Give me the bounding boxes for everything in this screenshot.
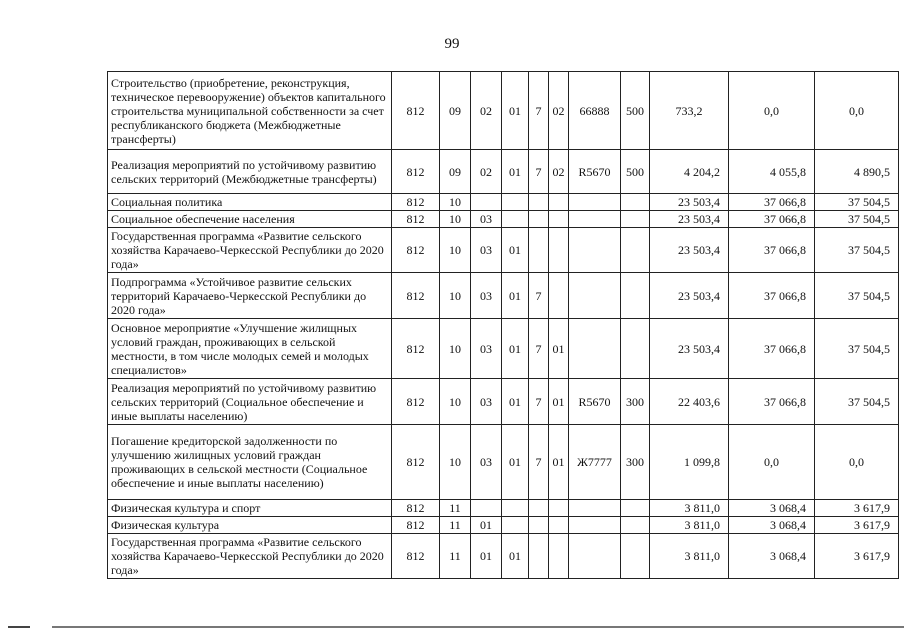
cell-section: 10	[440, 228, 471, 273]
cell-value-2: 37 066,8	[729, 273, 815, 319]
cell-value-3: 3 617,9	[815, 517, 899, 534]
cell-section: 09	[440, 72, 471, 150]
cell-value-1: 23 503,4	[650, 211, 729, 228]
cell-measure	[549, 534, 569, 579]
row-name: Государственная программа «Развитие сельского хозяйства Карачаево-Черкесской Республики до 2020 года»	[108, 534, 392, 579]
cell-subprogram: 7	[529, 379, 549, 425]
cell-ministry: 812	[392, 319, 440, 379]
cell-direction	[569, 500, 621, 517]
cell-subsection	[471, 500, 502, 517]
cell-direction: Ж7777	[569, 425, 621, 500]
cell-section: 09	[440, 150, 471, 194]
cell-value-3: 37 504,5	[815, 228, 899, 273]
table-row	[108, 500, 899, 517]
row-name: Физическая культура	[108, 517, 392, 534]
row-name: Подпрограмма «Устойчивое развитие сельских территорий Карачаево-Черкесской Республики до 2020 года»	[108, 273, 392, 319]
cell-value-1: 3 811,0	[650, 500, 729, 517]
cell-expense-type	[621, 211, 650, 228]
cell-value-2: 3 068,4	[729, 500, 815, 517]
cell-direction	[569, 534, 621, 579]
cell-subsection	[471, 194, 502, 211]
cell-measure	[549, 500, 569, 517]
cell-value-1: 23 503,4	[650, 194, 729, 211]
cell-value-1: 23 503,4	[650, 319, 729, 379]
table-row	[108, 273, 899, 319]
cell-subsection: 03	[471, 319, 502, 379]
cell-subsection: 03	[471, 425, 502, 500]
cell-direction	[569, 228, 621, 273]
cell-section: 11	[440, 534, 471, 579]
row-name: Погашение кредиторской задолженности по улучшению жилищных условий граждан проживающих в сельской местности (Социальное обеспечение и иные выплаты населению)	[108, 425, 392, 500]
cell-subprogram	[529, 228, 549, 273]
cell-ministry: 812	[392, 425, 440, 500]
cell-subsection: 03	[471, 379, 502, 425]
cell-direction	[569, 517, 621, 534]
row-name: Строительство (приобретение, реконструкция, техническое перевооружение) объектов капитального строительства муниципальной собственности за счет республиканского бюджета (Межбюджетные трансферты)	[108, 72, 392, 150]
cell-subprogram	[529, 534, 549, 579]
cell-expense-type: 500	[621, 150, 650, 194]
row-name: Основное мероприятие «Улучшение жилищных условий граждан, проживающих в сельской местности, в том числе молодых семей и молодых специалистов»	[108, 319, 392, 379]
cell-section: 10	[440, 194, 471, 211]
row-name: Социальная политика	[108, 194, 392, 211]
cell-value-1: 733,2	[650, 72, 729, 150]
cell-value-2: 3 068,4	[729, 517, 815, 534]
cell-measure: 01	[549, 425, 569, 500]
cell-measure: 02	[549, 72, 569, 150]
cell-expense-type	[621, 228, 650, 273]
cell-measure	[549, 273, 569, 319]
cell-ministry: 812	[392, 228, 440, 273]
cell-ministry: 812	[392, 273, 440, 319]
cell-expense-type: 300	[621, 425, 650, 500]
cell-value-2: 37 066,8	[729, 211, 815, 228]
table-row	[108, 517, 899, 534]
cell-subprogram: 7	[529, 425, 549, 500]
cell-value-3: 0,0	[815, 425, 899, 500]
table-row	[108, 211, 899, 228]
cell-value-1: 23 503,4	[650, 228, 729, 273]
cell-subsection: 02	[471, 72, 502, 150]
cell-direction	[569, 194, 621, 211]
cell-expense-type	[621, 534, 650, 579]
cell-section: 11	[440, 517, 471, 534]
cell-value-3: 3 617,9	[815, 534, 899, 579]
budget-table	[107, 71, 899, 579]
table-row	[108, 150, 899, 194]
cell-section: 10	[440, 273, 471, 319]
cell-program	[502, 517, 529, 534]
cell-subprogram	[529, 194, 549, 211]
cell-program: 01	[502, 379, 529, 425]
cell-subsection: 02	[471, 150, 502, 194]
table-row	[108, 534, 899, 579]
cell-ministry: 812	[392, 72, 440, 150]
table-row	[108, 72, 899, 150]
cell-value-3: 37 504,5	[815, 211, 899, 228]
cell-value-1: 1 099,8	[650, 425, 729, 500]
cell-program: 01	[502, 319, 529, 379]
cell-expense-type	[621, 273, 650, 319]
table-row	[108, 425, 899, 500]
cell-expense-type	[621, 500, 650, 517]
cell-subprogram: 7	[529, 273, 549, 319]
cell-subprogram	[529, 500, 549, 517]
cell-value-2: 0,0	[729, 425, 815, 500]
table-row	[108, 379, 899, 425]
cell-value-2: 3 068,4	[729, 534, 815, 579]
table-row	[108, 319, 899, 379]
cell-subprogram: 7	[529, 72, 549, 150]
cell-program	[502, 500, 529, 517]
cell-value-2: 37 066,8	[729, 194, 815, 211]
cell-subprogram	[529, 517, 549, 534]
cell-direction: 66888	[569, 72, 621, 150]
cell-value-1: 4 204,2	[650, 150, 729, 194]
cell-value-3: 37 504,5	[815, 194, 899, 211]
cell-value-1: 3 811,0	[650, 534, 729, 579]
cell-measure: 02	[549, 150, 569, 194]
cell-direction: R5670	[569, 379, 621, 425]
cell-direction	[569, 211, 621, 228]
cell-value-3: 37 504,5	[815, 379, 899, 425]
row-name: Физическая культура и спорт	[108, 500, 392, 517]
cell-value-3: 3 617,9	[815, 500, 899, 517]
cell-value-3: 37 504,5	[815, 319, 899, 379]
cell-subprogram	[529, 211, 549, 228]
cell-direction	[569, 273, 621, 319]
cell-expense-type: 300	[621, 379, 650, 425]
cell-ministry: 812	[392, 379, 440, 425]
cell-ministry: 812	[392, 194, 440, 211]
cell-ministry: 812	[392, 534, 440, 579]
cell-measure	[549, 517, 569, 534]
cell-subsection: 01	[471, 517, 502, 534]
table-row	[108, 228, 899, 273]
cell-ministry: 812	[392, 211, 440, 228]
cell-section: 10	[440, 319, 471, 379]
cell-direction: R5670	[569, 150, 621, 194]
cell-subsection: 03	[471, 211, 502, 228]
cell-expense-type	[621, 517, 650, 534]
cell-subprogram: 7	[529, 150, 549, 194]
cell-ministry: 812	[392, 517, 440, 534]
cell-expense-type: 500	[621, 72, 650, 150]
cell-program: 01	[502, 228, 529, 273]
cell-measure	[549, 211, 569, 228]
cell-value-2: 4 055,8	[729, 150, 815, 194]
cell-measure	[549, 194, 569, 211]
cell-program: 01	[502, 72, 529, 150]
cell-value-2: 37 066,8	[729, 379, 815, 425]
cell-section: 10	[440, 379, 471, 425]
table-row	[108, 194, 899, 211]
cell-measure: 01	[549, 379, 569, 425]
cell-program	[502, 194, 529, 211]
cell-value-2: 37 066,8	[729, 319, 815, 379]
cell-subsection: 01	[471, 534, 502, 579]
cell-value-1: 22 403,6	[650, 379, 729, 425]
row-name: Реализация мероприятий по устойчивому развитию сельских территорий (Межбюджетные трансферты)	[108, 150, 392, 194]
cell-subprogram: 7	[529, 319, 549, 379]
cell-ministry: 812	[392, 500, 440, 517]
cell-direction	[569, 319, 621, 379]
cell-measure: 01	[549, 319, 569, 379]
cell-value-3: 0,0	[815, 72, 899, 150]
page-bottom-rule	[0, 626, 904, 628]
cell-expense-type	[621, 194, 650, 211]
cell-section: 10	[440, 211, 471, 228]
cell-section: 10	[440, 425, 471, 500]
cell-ministry: 812	[392, 150, 440, 194]
cell-program	[502, 211, 529, 228]
row-name: Реализация мероприятий по устойчивому развитию сельских территорий (Социальное обеспечение и иные выплаты населению)	[108, 379, 392, 425]
row-name: Государственная программа «Развитие сельского хозяйства Карачаево-Черкесской Республики до 2020 года»	[108, 228, 392, 273]
cell-program: 01	[502, 273, 529, 319]
cell-subsection: 03	[471, 228, 502, 273]
cell-program: 01	[502, 150, 529, 194]
row-name: Социальное обеспечение населения	[108, 211, 392, 228]
cell-section: 11	[440, 500, 471, 517]
cell-program: 01	[502, 534, 529, 579]
page-number: 99	[444, 36, 460, 52]
cell-value-3: 37 504,5	[815, 273, 899, 319]
cell-value-2: 37 066,8	[729, 228, 815, 273]
cell-program: 01	[502, 425, 529, 500]
cell-expense-type	[621, 319, 650, 379]
cell-value-3: 4 890,5	[815, 150, 899, 194]
cell-value-1: 3 811,0	[650, 517, 729, 534]
cell-value-2: 0,0	[729, 72, 815, 150]
cell-measure	[549, 228, 569, 273]
cell-subsection: 03	[471, 273, 502, 319]
cell-value-1: 23 503,4	[650, 273, 729, 319]
